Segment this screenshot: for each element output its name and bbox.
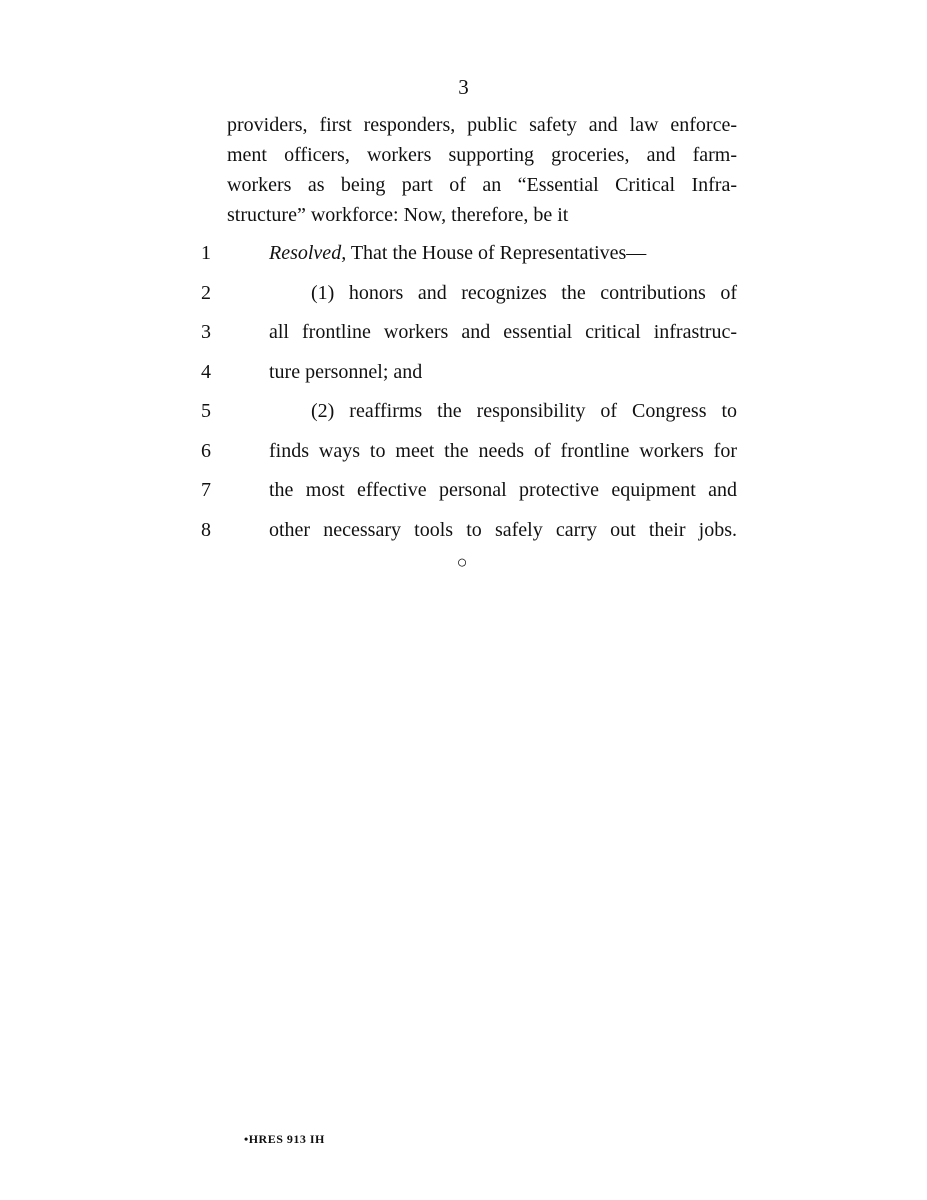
line-number: 7 bbox=[201, 479, 211, 501]
resolution-line: all frontline workers and essential critical infrastruc- bbox=[269, 321, 737, 343]
end-of-document-mark: ○ bbox=[456, 552, 468, 572]
resolution-line: finds ways to meet the needs of frontline workers for bbox=[269, 440, 737, 462]
preamble-line: providers, first responders, public safety and law enforce- bbox=[227, 114, 737, 136]
preamble-line: workers as being part of an “Essential Critical Infra- bbox=[227, 174, 737, 196]
preamble-line: ment officers, workers supporting groceries, and farm- bbox=[227, 144, 737, 166]
resolved-clause-text: That the House of Representatives— bbox=[346, 242, 647, 264]
bill-identifier: •HRES 913 IH bbox=[244, 1132, 325, 1146]
resolved-word: Resolved, bbox=[269, 242, 347, 264]
resolution-line: (1) honors and recognizes the contributions of bbox=[311, 282, 737, 304]
line-number: 8 bbox=[201, 519, 211, 541]
resolved-clause bbox=[269, 238, 737, 268]
resolution-line: ture personnel; and bbox=[269, 361, 423, 383]
line-number: 4 bbox=[201, 361, 211, 383]
line-number: 3 bbox=[201, 321, 211, 343]
line-number: 6 bbox=[201, 440, 211, 462]
preamble-paragraph bbox=[227, 110, 737, 230]
line-number: 5 bbox=[201, 400, 211, 422]
line-number: 2 bbox=[201, 282, 211, 304]
resolution-line: the most effective personal protective equipment and bbox=[269, 479, 737, 501]
preamble-line: structure” workforce: Now, therefore, be it bbox=[227, 204, 569, 226]
resolution-line: (2) reaffirms the responsibility of Congress to bbox=[311, 400, 737, 422]
resolution-line: other necessary tools to safely carry out their jobs. bbox=[269, 519, 737, 541]
line-number: 1 bbox=[201, 242, 211, 264]
page-number: 3 bbox=[458, 75, 469, 99]
